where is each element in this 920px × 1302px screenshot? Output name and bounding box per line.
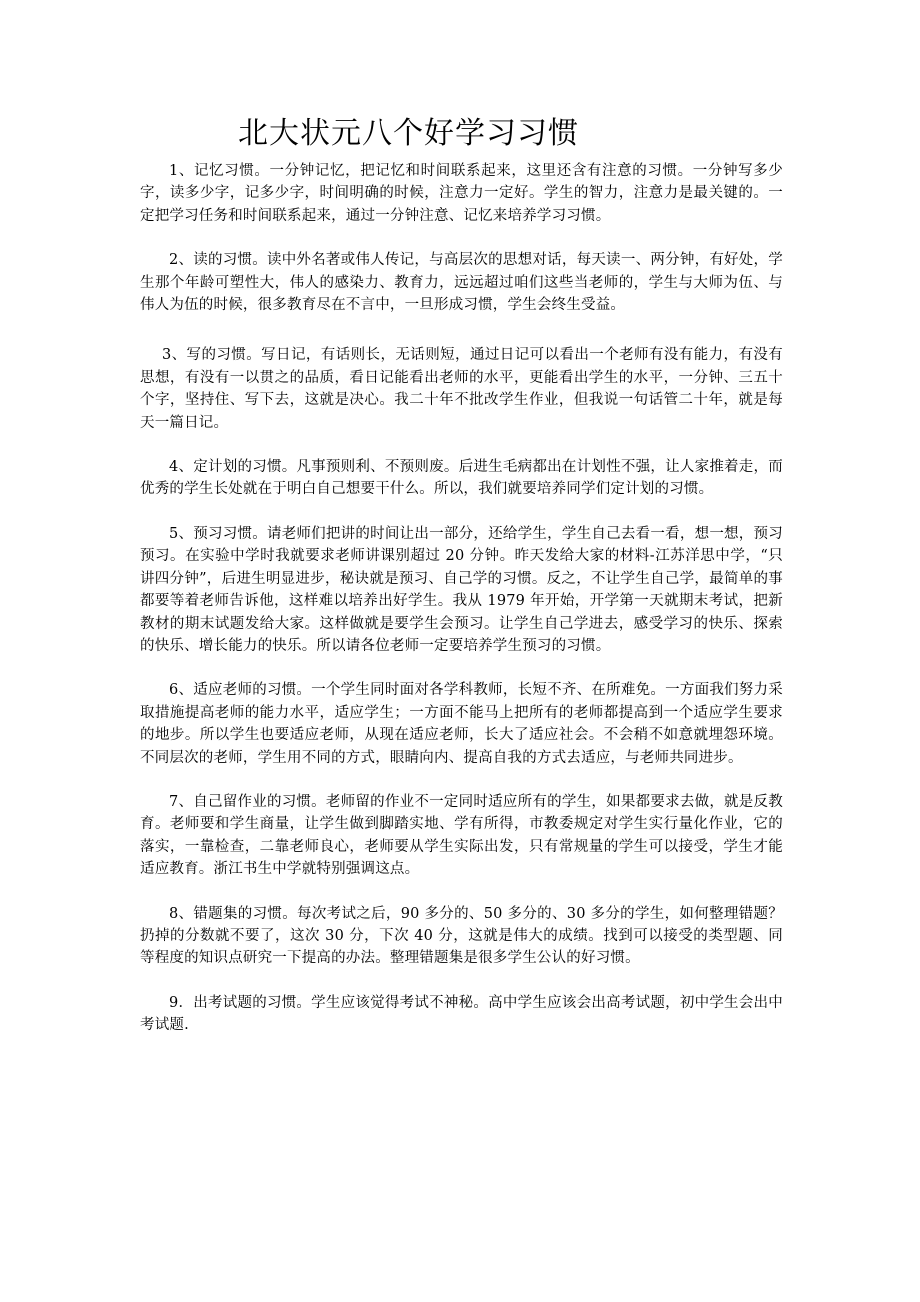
- paragraph-adapt-teacher-habit: 6、适应老师的习惯。一个学生同时面对各学科教师，长短不齐、在所难免。一方面我们努力采取措施提高老师的能力水平，适应学生；一方面不能马上把所有的老师都提高到一个适应学生要求的地步。所以学生也要适应老师，从现在适应老师，长大了适应社会。不会稍不如意就埋怨环境。不同层次的老师，学生用不同的方式，眼睛向内、提高自我的方式去适应，与老师共同进步。: [140, 682, 783, 766]
- paragraph-reading-habit: 2、读的习惯。读中外名著或伟人传记，与高层次的思想对话，每天读一、两分钟，有好处，学生那个年龄可塑性大，伟人的感染力、教育力，远远超过咱们这些当老师的，学生与大师为伍、与伟人为伍的时候，很多教育尽在不言中，一旦形成习惯，学生会终生受益。: [140, 252, 783, 314]
- paragraph-error-collection-habit: 8、错题集的习惯。每次考试之后，90 多分的、50 多分的、30 多分的学生，如何整理错题？扔掉的分数就不要了，这次 30 分，下次 40 分，这就是伟大的成绩。找到可以接受的类型题、同等程度的知识点研究一下提高的办法。整理错题集是很多学生公认的好习惯。: [140, 905, 783, 967]
- paragraph-memory-habit: 1、记忆习惯。一分钟记忆，把记忆和时间联系起来，这里还含有注意的习惯。一分钟写多少字，读多少字，记多少字，时间明确的时候，注意力一定好。学生的智力，注意力是最关键的。一定把学习任务和时间联系起来，通过一分钟注意、记忆来培养学习习惯。: [140, 163, 783, 224]
- document-title: 北大状元八个好学习习惯: [238, 116, 579, 151]
- document-page: [140, 112, 783, 1037]
- paragraph-preview-habit: 5、预习习惯。请老师们把讲的时间让出一部分，还给学生，学生自己去看一看，想一想，预习预习。在实验中学时我就要求老师讲课别超过 20 分钟。昨天发给大家的材料-江苏洋思中学，“只讲四分钟”，后进生明显进步，秘诀就是预习、自己学的习惯。反之，不让学生自己学，最简单的事都要等着老师告诉他，这样难以培养出好学生。我从 1979 年开始，开学第一天就期末考试，把新教材的期末试题发给大家。这样做就是要学生会预习。让学生自己学进去，感受学习的快乐、探索的快乐、增长能力的快乐。所以请各位老师一定要培养学生预习的习惯。: [140, 525, 783, 654]
- paragraph-self-homework-habit: 7、自己留作业的习惯。老师留的作业不一定同时适应所有的学生，如果都要求去做，就是反教育。老师要和学生商量，让学生做到脚踏实地、学有所得，市教委规定对学生实行量化作业，它的落实，一靠检查，二靠老师良心，老师要从学生实际出发，只有常规量的学生可以接受，学生才能适应教育。浙江书生中学就特别强调这点。: [140, 793, 783, 878]
- paragraph-writing-habit: 3、写的习惯。写日记，有话则长，无话则短，通过日记可以看出一个老师有没有能力，有没有思想，有没有一以贯之的品质，看日记能看出老师的水平，更能看出学生的水平，一分钟、三五十个字，坚持住、写下去，这就是决心。我二十年不批改学生作业，但我说一句话管二十年，就是每天一篇日记。: [140, 347, 783, 431]
- paragraph-exam-question-habit: 9．出考试题的习惯。学生应该觉得考试不神秘。高中学生应该会出高考试题，初中学生会出中考试题.: [140, 994, 783, 1034]
- paragraph-planning-habit: 4、定计划的习惯。凡事预则利、不预则废。后进生毛病都出在计划性不强，让人家推着走，而优秀的学生长处就在于明白自己想要干什么。所以，我们就要培养同学们定计划的习惯。: [140, 459, 783, 498]
